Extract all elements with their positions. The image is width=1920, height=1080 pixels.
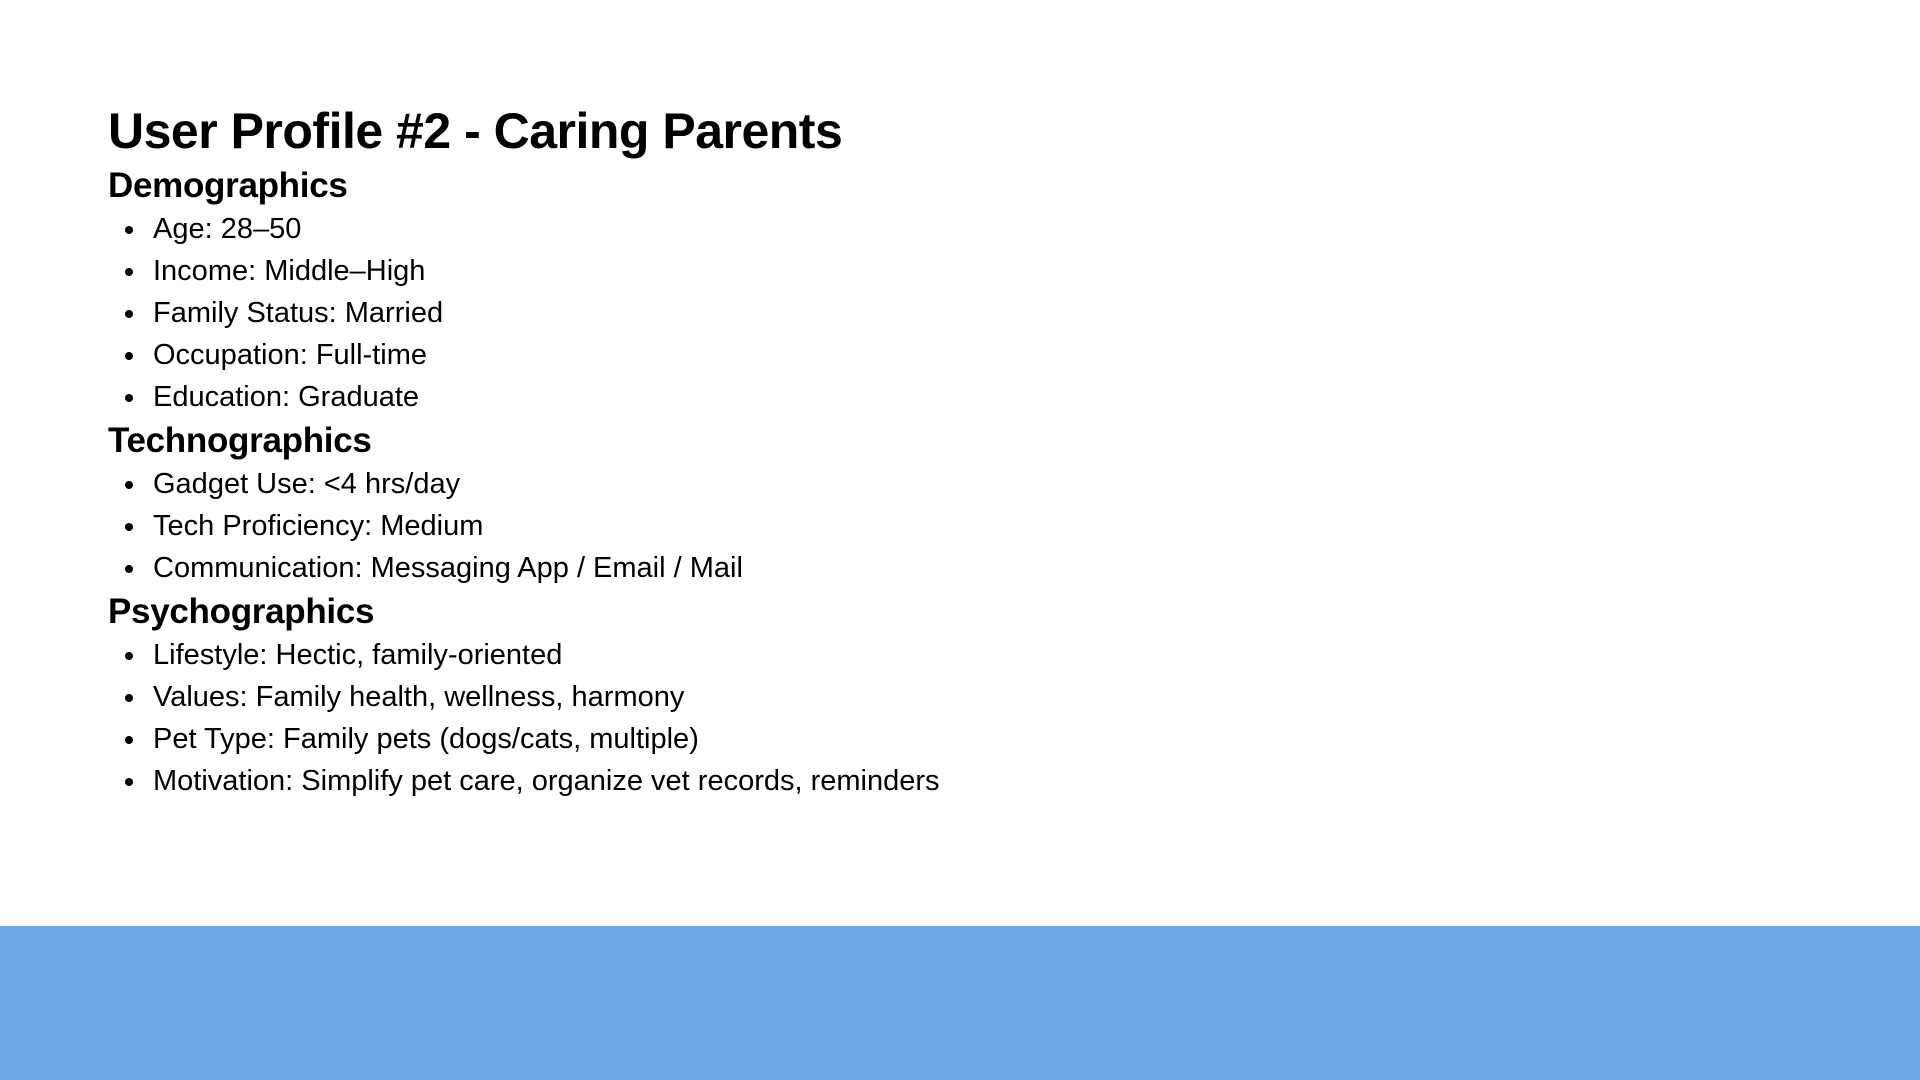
bullet-icon	[125, 652, 133, 660]
list-item	[108, 547, 1608, 589]
list-item	[108, 718, 1608, 760]
list-item	[108, 208, 1608, 250]
bullet-icon	[125, 481, 133, 489]
list-item	[108, 676, 1608, 718]
list-item	[108, 250, 1608, 292]
technographics-heading: Technographics	[108, 421, 372, 460]
list-item	[108, 376, 1608, 418]
page-title: User Profile #2 - Caring Parents	[108, 103, 843, 159]
list-item-text: Occupation: Full-time	[153, 339, 427, 371]
technographics-list	[108, 463, 1608, 589]
list-item-text: Family Status: Married	[153, 297, 444, 329]
bullet-icon	[125, 523, 133, 531]
bullet-icon	[125, 736, 133, 744]
list-item-text: Values: Family health, wellness, harmony	[153, 681, 685, 713]
bullet-icon	[125, 394, 133, 402]
list-item-text: Lifestyle: Hectic, family-oriented	[153, 639, 563, 671]
bullet-icon	[125, 565, 133, 573]
demographics-heading: Demographics	[108, 166, 348, 205]
list-item	[108, 505, 1608, 547]
list-item	[108, 463, 1608, 505]
list-item	[108, 634, 1608, 676]
list-item	[108, 334, 1608, 376]
list-item	[108, 292, 1608, 334]
list-item-text: Age: 28–50	[153, 213, 302, 245]
psychographics-list	[108, 634, 1608, 802]
list-item	[108, 760, 1608, 802]
list-item-text: Communication: Messaging App / Email / Mail	[153, 552, 743, 584]
bullet-icon	[125, 778, 133, 786]
psychographics-heading: Psychographics	[108, 592, 375, 631]
bullet-icon	[125, 226, 133, 234]
list-item-text: Motivation: Simplify pet care, organize vet records, reminders	[153, 765, 940, 797]
demographics-list	[108, 208, 1608, 418]
list-item-text: Tech Proficiency: Medium	[153, 510, 484, 542]
bullet-icon	[125, 268, 133, 276]
list-item-text: Education: Graduate	[153, 381, 420, 413]
bullet-icon	[125, 310, 133, 318]
slide-content	[108, 100, 1608, 803]
list-item-text: Income: Middle–High	[153, 255, 426, 287]
bullet-icon	[125, 352, 133, 360]
footer-band	[0, 926, 1920, 1080]
list-item-text: Gadget Use: <4 hrs/day	[153, 468, 461, 500]
bullet-icon	[125, 694, 133, 702]
list-item-text: Pet Type: Family pets (dogs/cats, multiple)	[153, 723, 699, 755]
